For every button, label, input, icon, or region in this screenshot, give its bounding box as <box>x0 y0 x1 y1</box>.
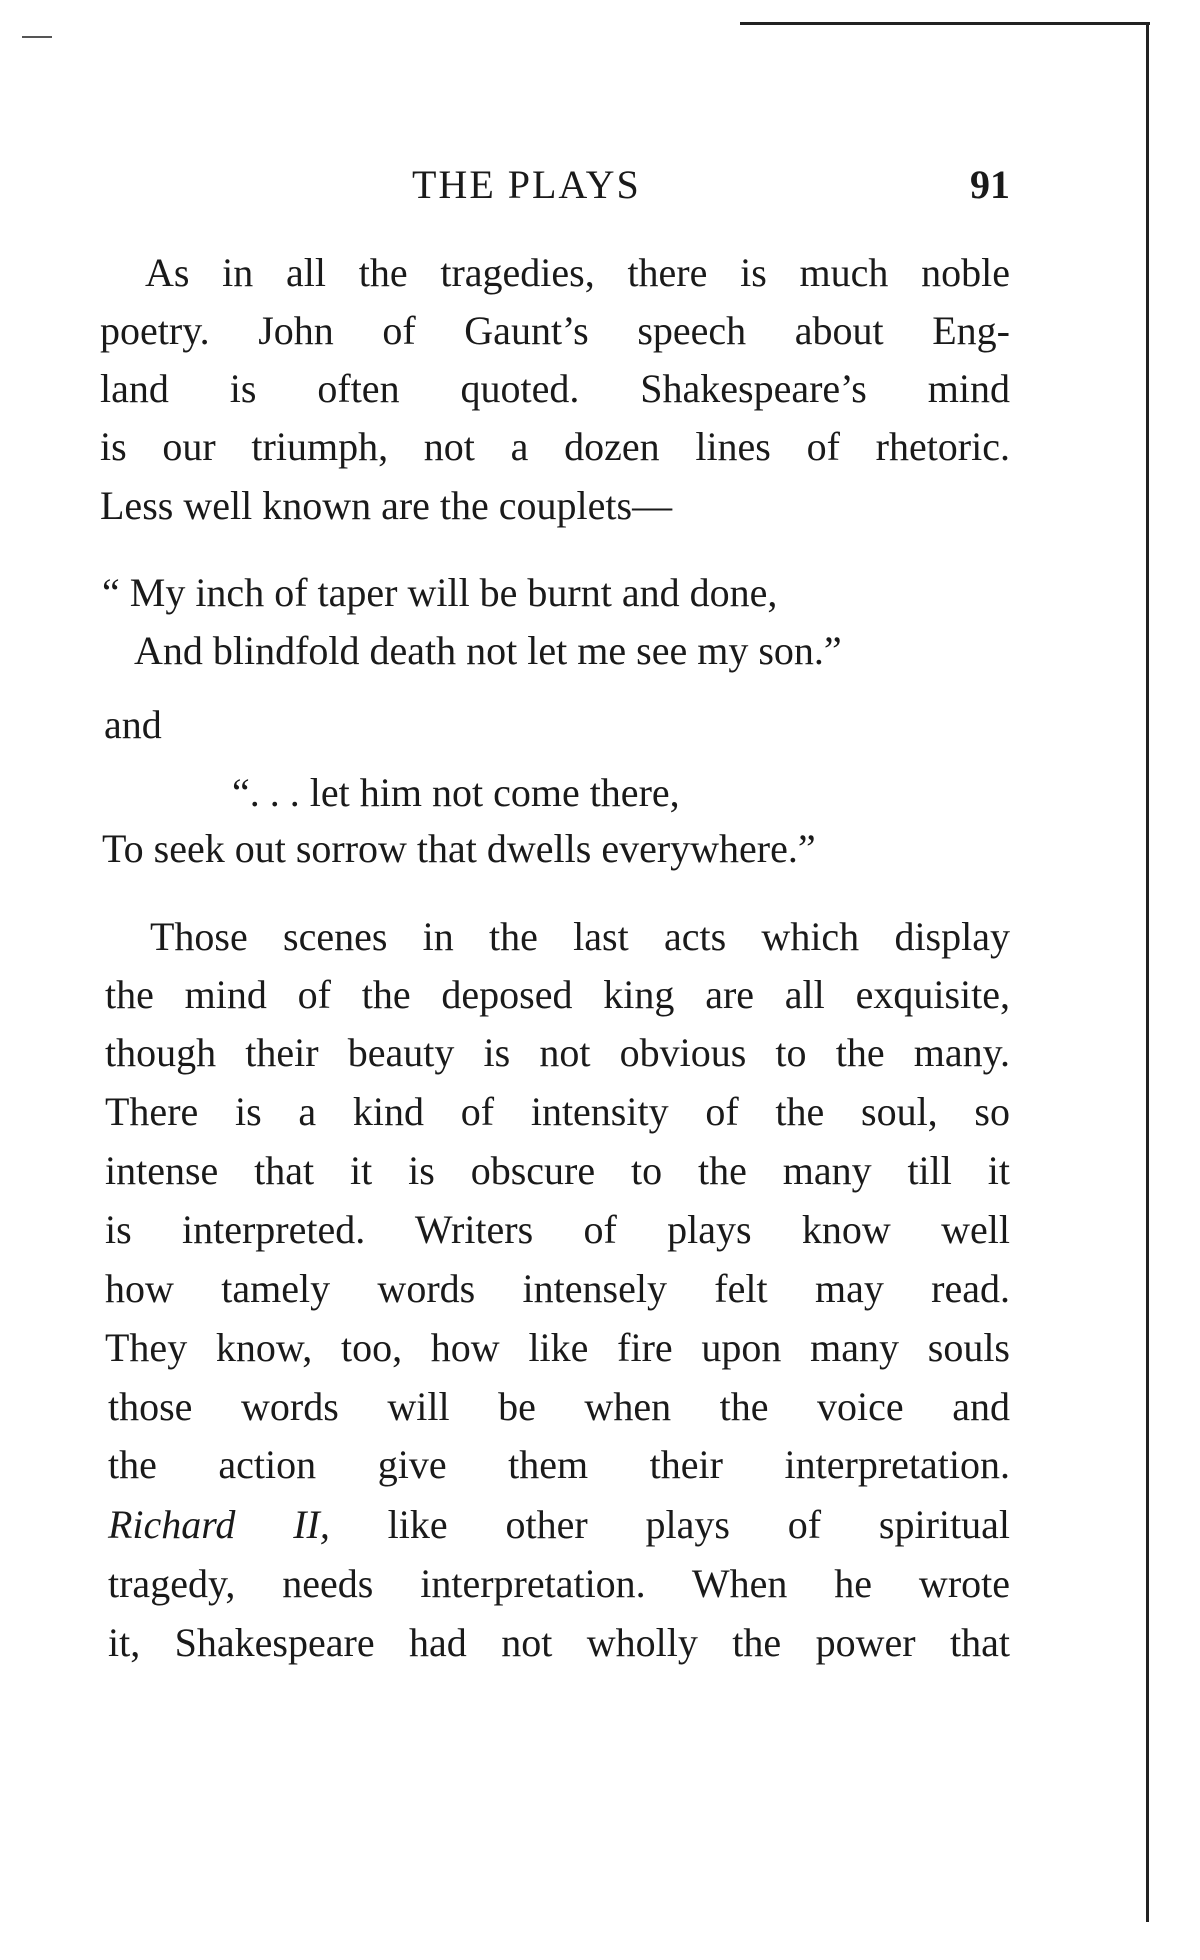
play-title-italic: Richard II, <box>108 1502 330 1547</box>
text-line: is our triumph, not a dozen lines of rhetoric. <box>100 424 1010 469</box>
text-line: the action give them their interpretation. <box>108 1442 1010 1487</box>
text-line: the mind of the deposed king are all exquisite, <box>105 972 1010 1017</box>
text-line: how tamely words intensely felt may read. <box>105 1266 1010 1311</box>
text-line: As in all the tragedies, there is much noble <box>145 250 1010 295</box>
scan-mark <box>22 36 52 38</box>
verse-line: “ My inch of taper will be burnt and done, <box>102 570 778 615</box>
text-line: tragedy, needs interpretation. When he wrote <box>108 1561 1010 1606</box>
text-line: it, Shakespeare had not wholly the power that <box>108 1620 1010 1665</box>
text-line: Those scenes in the last acts which display <box>150 914 1010 959</box>
text-line: those words will be when the voice and <box>108 1384 1010 1429</box>
text-line <box>108 1500 1010 1550</box>
connector-word: and <box>104 702 162 747</box>
running-title: THE PLAYS <box>412 162 641 207</box>
text-line: There is a kind of intensity of the soul, so <box>105 1089 1010 1134</box>
running-head <box>100 160 1010 210</box>
text-line: poetry. John of Gaunt’s speech about Eng- <box>100 308 1010 353</box>
text-line: They know, too, how like fire upon many souls <box>105 1325 1010 1370</box>
page-number: 91 <box>970 162 1010 207</box>
verse-line: To seek out sorrow that dwells everywhere.” <box>102 826 816 871</box>
text-line: land is often quoted. Shakespeare’s mind <box>100 366 1010 411</box>
text-span: like other plays of spiritual <box>329 1502 1011 1547</box>
verse-line: And blindfold death not let me see my son.” <box>134 628 842 673</box>
scan-edge-right <box>1146 22 1149 1922</box>
text-line: intense that it is obscure to the many till it <box>105 1148 1010 1193</box>
text-line: is interpreted. Writers of plays know well <box>105 1207 1010 1252</box>
scan-edge-top <box>740 22 1150 25</box>
text-line: though their beauty is not obvious to the many. <box>105 1030 1010 1075</box>
verse-line: “. . . let him not come there, <box>232 770 680 815</box>
text-line: Less well known are the couplets— <box>100 483 673 528</box>
